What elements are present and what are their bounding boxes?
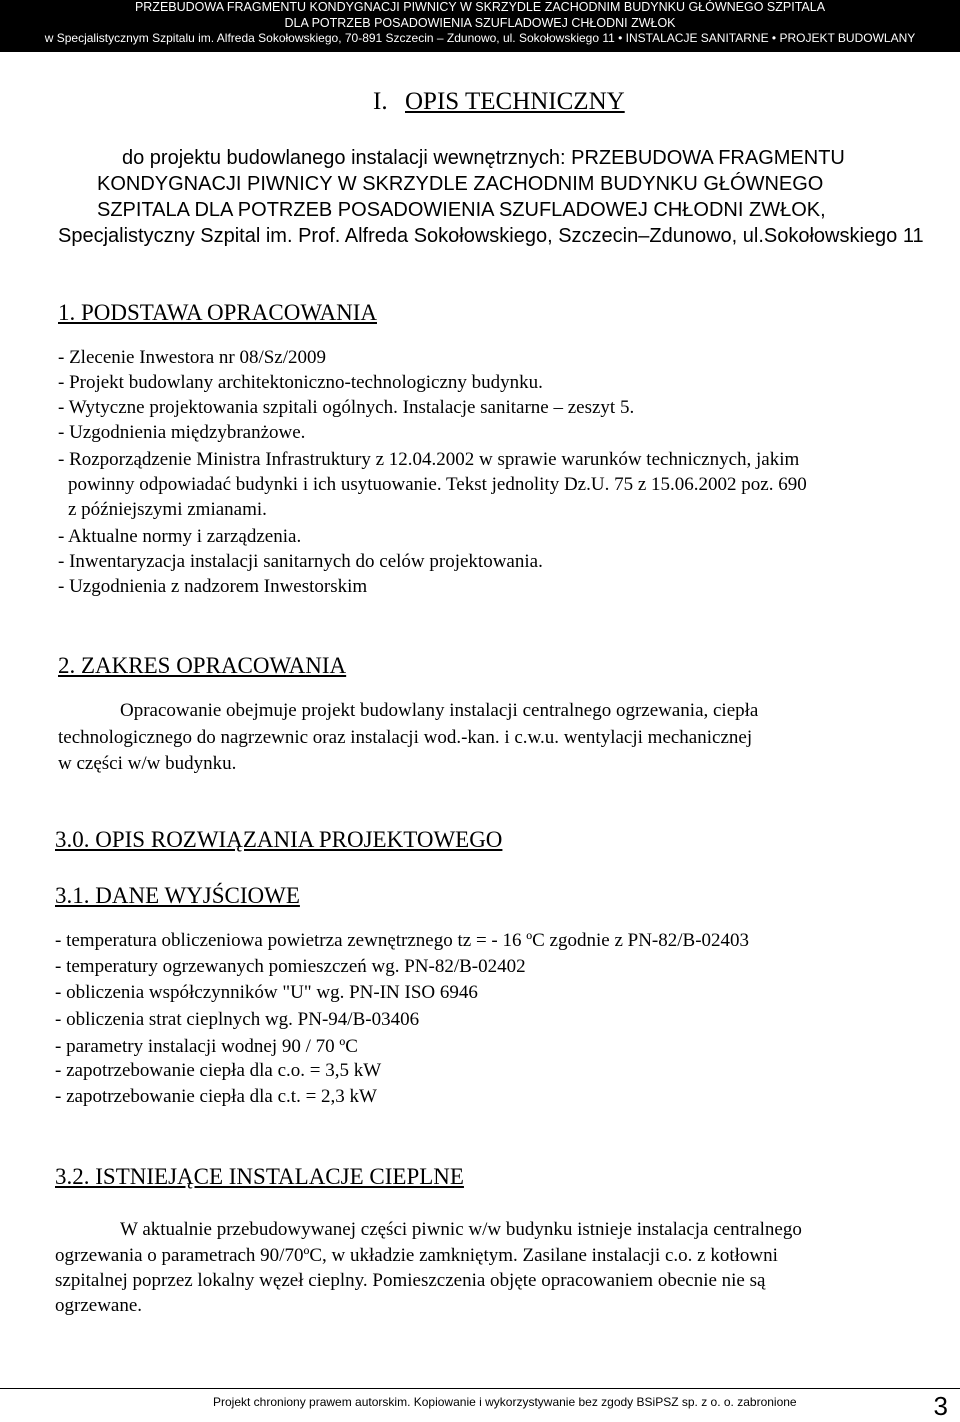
section-2-heading: 2. ZAKRES OPRACOWANIA — [58, 653, 347, 678]
paragraph-line: ogrzewane. — [55, 1295, 143, 1316]
footer-text: Projekt chroniony prawem autorskim. Kopiowanie i wykorzystywanie bez zgody BSiPSZ sp. z o. o. zabronione — [213, 1395, 797, 1409]
paragraph-line: ogrzewania o parametrach 90/70ºC, w układzie zamkniętym. Zasilane instalacji c.o. z kotłowni — [55, 1245, 778, 1266]
list-item: - Zlecenie Inwestora nr 08/Sz/2009 — [58, 347, 327, 368]
header-line-3: w Specjalistycznym Szpitalu im. Alfreda Sokołowskiego, 70-891 Szczecin – Zdunowo, ul. Sokołowskiego 11 • INSTALACJE SANITARNE • PROJEKT BUDOWLANY — [44, 31, 916, 45]
list-item: - Projekt budowlany architektoniczno-technologiczny budynku. — [58, 372, 543, 393]
paragraph-line: W aktualnie przebudowywanej części piwnic w/w budynku istnieje instalacja centralnego — [120, 1219, 802, 1240]
page-number: 3 — [933, 1391, 948, 1421]
list-item: - parametry instalacji wodnej 90 / 70 ºC — [55, 1036, 358, 1057]
doc-title: OPIS TECHNICZNY — [405, 88, 625, 115]
intro-line: Specjalistyczny Szpital im. Prof. Alfreda Sokołowskiego, Szczecin–Zdunowo, ul.Sokołowskiego 11 — [58, 225, 924, 247]
page-header — [0, 0, 960, 52]
paragraph-line: Opracowanie obejmuje projekt budowlany instalacji centralnego ogrzewania, ciepła — [120, 700, 759, 721]
section-3-heading: 3.0. OPIS ROZWIĄZANIA PROJEKTOWEGO — [55, 827, 503, 852]
list-item: - Rozporządzenie Ministra Infrastruktury z 12.04.2002 w sprawie warunków technicznych, jakim — [58, 449, 800, 470]
paragraph-line: szpitalnej poprzez lokalny węzeł cieplny. Pomieszczenia objęte opracowaniem obecnie nie są — [55, 1270, 766, 1291]
list-item: - Wytyczne projektowania szpitali ogólnych. Instalacje sanitarne – zeszyt 5. — [58, 397, 635, 418]
intro-line: SZPITALA DLA POTRZEB POSADOWIENIA SZUFLADOWEJ CHŁODNI ZWŁOK, — [97, 199, 826, 221]
list-item: - temperatura obliczeniowa powietrza zewnętrznego tz = - 16 ºC zgodnie z PN-82/B-02403 — [55, 930, 750, 951]
paragraph-line: technologicznego do nagrzewnic oraz instalacji wod.-kan. i c.w.u. wentylacji mechanicznej — [58, 727, 753, 748]
list-item: - Inwentaryzacja instalacji sanitarnych do celów projektowania. — [58, 551, 543, 572]
list-item: - zapotrzebowanie ciepła dla c.o. = 3,5 kW — [55, 1060, 382, 1081]
list-item: - Uzgodnienia międzybranżowe. — [58, 422, 306, 443]
list-item: z późniejszymi zmianami. — [68, 499, 267, 520]
list-item: - obliczenia strat cieplnych wg. PN-94/B-03406 — [55, 1009, 420, 1030]
page-footer — [0, 1388, 960, 1409]
list-item: - temperatury ogrzewanych pomieszczeń wg. PN-82/B-02402 — [55, 956, 526, 977]
section-32-heading: 3.2. ISTNIEJĄCE INSTALACJE CIEPLNE — [55, 1164, 464, 1189]
list-item: powinny odpowiadać budynki i ich usytuowanie. Tekst jednolity Dz.U. 75 z 15.06.2002 poz. 690 — [68, 474, 807, 495]
intro-line: do projektu budowlanego instalacji wewnętrznych: PRZEBUDOWA FRAGMENTU — [122, 147, 845, 169]
section-1-heading: 1. PODSTAWA OPRACOWANIA — [58, 300, 377, 325]
list-item: - Aktualne normy i zarządzenia. — [58, 526, 302, 547]
section-31-heading: 3.1. DANE WYJŚCIOWE — [55, 883, 300, 908]
header-line-1: PRZEBUDOWA FRAGMENTU KONDYGNACJI PIWNICY W SKRZYDLE ZACHODNIM BUDYNKU GŁÓWNEGO SZPITALA — [134, 0, 826, 14]
list-item: - obliczenia współczynników "U" wg. PN-IN ISO 6946 — [55, 982, 478, 1003]
header-line-2: DLA POTRZEB POSADOWIENIA SZUFLADOWEJ CHŁODNI ZWŁOK — [284, 15, 676, 30]
paragraph-line: w części w/w budynku. — [58, 753, 237, 774]
intro-line: KONDYGNACJI PIWNICY W SKRZYDLE ZACHODNIM BUDYNKU GŁÓWNEGO — [97, 173, 824, 195]
list-item: - Uzgodnienia z nadzorem Inwestorskim — [58, 576, 368, 597]
list-item: - zapotrzebowanie ciepła dla c.t. = 2,3 kW — [55, 1086, 377, 1107]
